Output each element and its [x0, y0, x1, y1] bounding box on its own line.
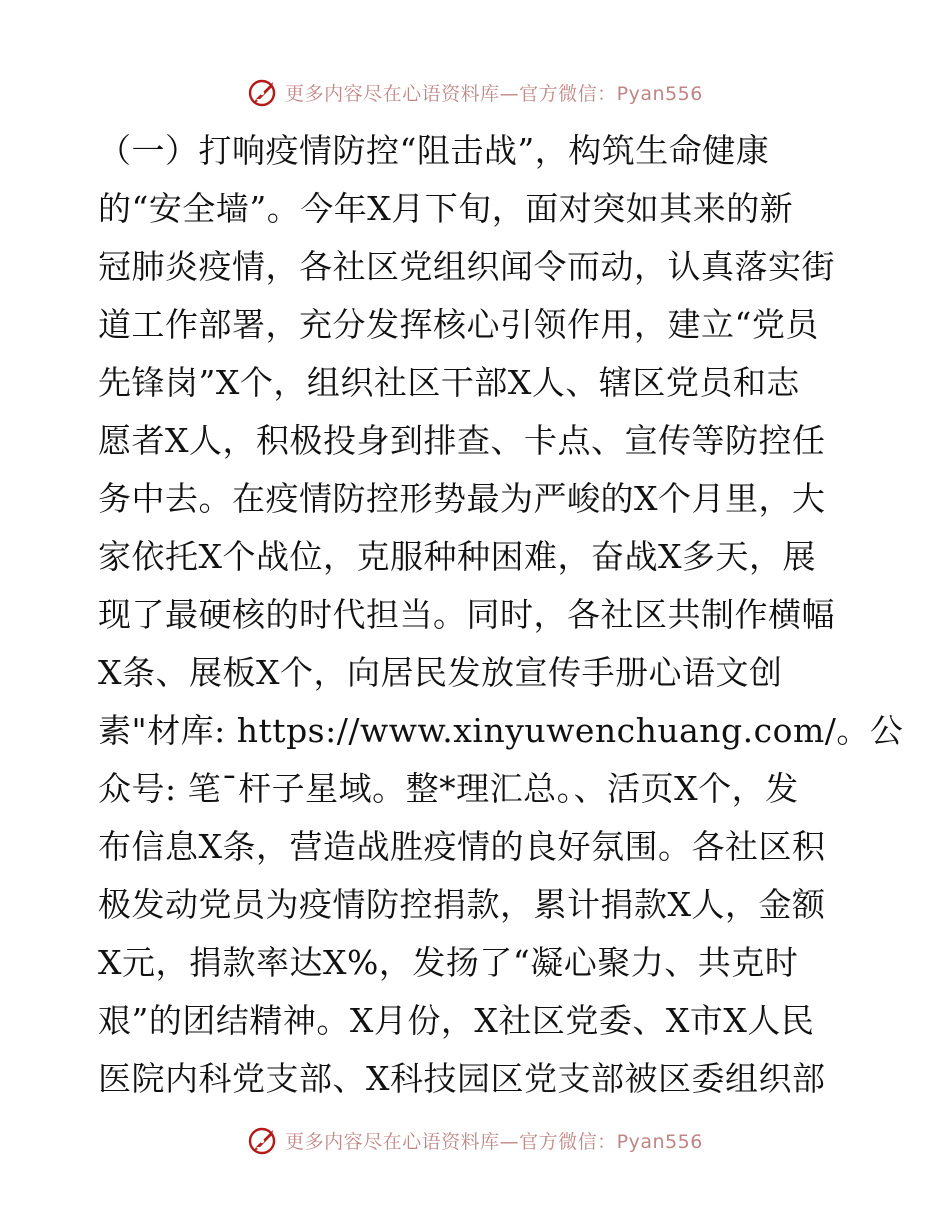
footer-banner — [0, 1120, 950, 1160]
text-line: 现了最硬核的时代担当。同时，各社区共制作横幅 — [98, 595, 835, 634]
text-line: 冠肺炎疫情，各社区党组织闻令而动，认真落实街 — [98, 247, 835, 286]
text-line: 极发动党员为疫情防控捐款，累计捐款X人，金额 — [98, 885, 826, 924]
text-line: 艰”的团结精神。X月份，X社区党委、X市X人民 — [98, 1001, 815, 1040]
text-line: 务中去。在疫情防控形势最为严峻的X个月里，大 — [98, 479, 826, 518]
quill-pen-seal-icon — [247, 1124, 279, 1156]
banner-text: 更多内容尽在心语资料库—官方微信：Pyan556 — [285, 1130, 703, 1153]
text-line: 家依托X个战位，克服种种困难，奋战X多天，展 — [98, 537, 816, 576]
text-line: 愿者X人，积极投身到排查、卡点、宣传等防控任 — [98, 421, 826, 460]
text-line: 医院内科党支部、X科技园区党支部被区委组织部 — [98, 1059, 826, 1098]
text-line: 的“安全墙”。今年X月下旬，面对突如其来的新 — [98, 189, 794, 228]
banner-text: 更多内容尽在心语资料库—官方微信：Pyan556 — [285, 82, 703, 105]
text-line: X条、展板X个，向居民发放宣传手册心语文创 — [98, 653, 783, 692]
text-line: 布信息X条，营造战胜疫情的良好氛围。各社区积 — [98, 827, 826, 866]
quill-pen-seal-icon — [247, 76, 279, 108]
text-line: 先锋岗”X个，组织社区干部X人、辖区党员和志 — [98, 363, 800, 402]
header-banner — [0, 72, 950, 112]
text-line: 众号: 笔¯杆子星域。整*理汇总。、活页X个，发 — [98, 769, 799, 808]
document-body — [98, 122, 904, 1108]
text-line-url: 素"材库: https://www.xinyuwenchuang.com/。公 — [98, 711, 904, 750]
text-line: X元，捐款率达X%，发扬了“凝心聚力、共克时 — [98, 943, 799, 982]
text-line: （一）打响疫情防控“阻击战”，构筑生命健康 — [98, 131, 770, 170]
text-line: 道工作部署，充分发挥核心引领作用，建立“党员 — [98, 305, 819, 344]
